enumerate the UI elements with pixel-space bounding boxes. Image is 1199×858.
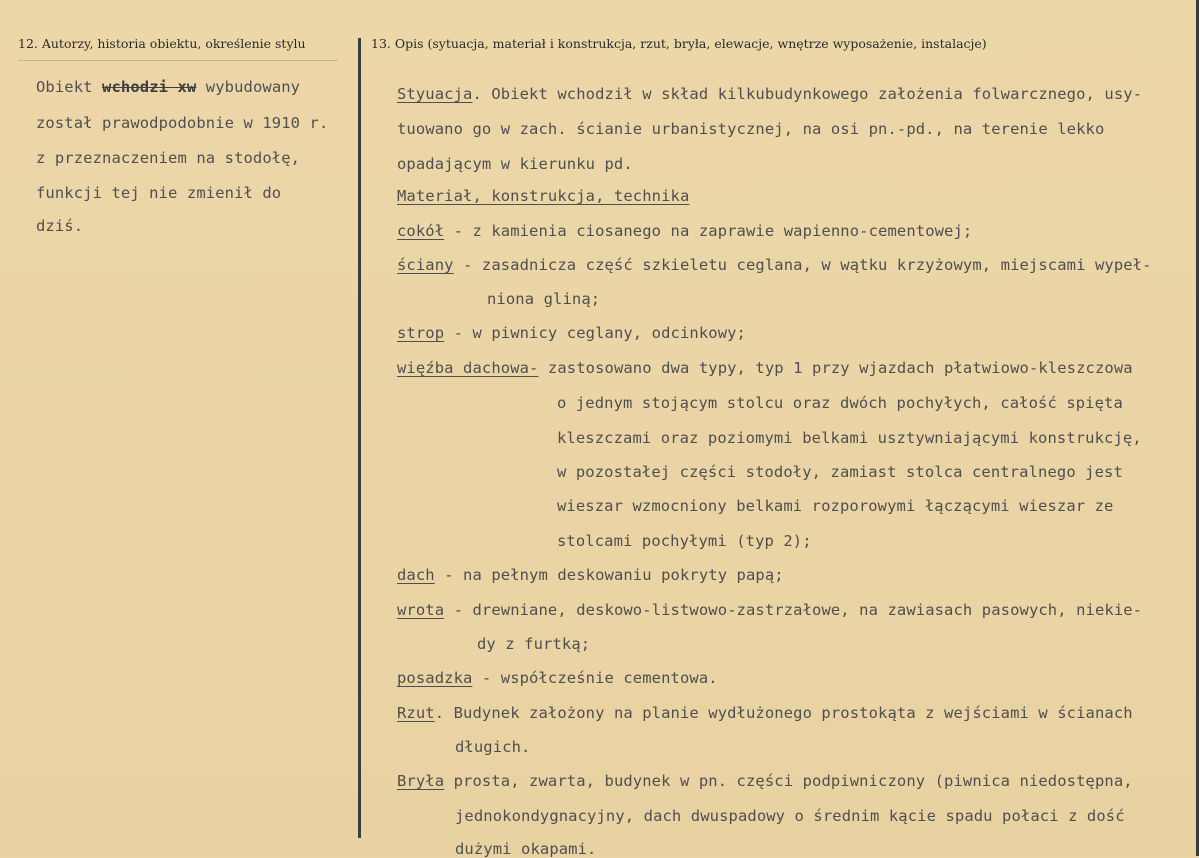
wiezba-line-5: wieszar wzmocniony belkami rozporowymi łączącymi wieszar ze — [557, 497, 1114, 515]
sytuacja-text-1: . Obiekt wchodził w skład kilkubudynkowego założenia folwarcznego, usy- — [472, 85, 1143, 103]
sciany-line-1 — [397, 256, 1152, 274]
wiezba-text-1: zastosowano dwa typy, typ 1 przy wjazdach płatwiowo-kleszczowa — [538, 359, 1133, 377]
wrota-line-1 — [397, 601, 1142, 619]
posadzka-text: - współcześnie cementowa. — [472, 669, 718, 687]
struck-text: wchodzi xw — [102, 78, 197, 96]
left-line-5: dziś. — [36, 217, 84, 235]
dach-text: - na pełnym deskowaniu pokryty papą; — [434, 566, 784, 584]
left-line-1 — [36, 78, 300, 96]
wiezba-line-2: o jednym stojącym stolcu oraz dwóch pochyłych, całość spięta — [557, 394, 1123, 412]
rzut-line-1 — [397, 704, 1133, 722]
section-13-header: 13. Opis (sytuacja, materiał i konstrukcja, rzut, bryła, elewacje, wnętrze wyposażenie, instalacje) — [371, 36, 987, 51]
sciany-text-1: - zasadnicza część szkieletu ceglana, w wątku krzyżowym, miejscami wypeł- — [453, 256, 1152, 274]
cokol-line — [397, 222, 972, 240]
dach-label: dach — [397, 566, 435, 584]
dach-line — [397, 566, 784, 584]
cokol-text: - z kamienia ciosanego na zaprawie wapienno-cementowej; — [444, 222, 973, 240]
cokol-label: cokół — [397, 222, 445, 240]
wiezba-line-6: stolcami pochyłymi (typ 2); — [557, 532, 812, 550]
rzut-line-2: długich. — [455, 738, 531, 756]
sytuacja-label: Styuacja — [397, 85, 473, 103]
rzut-text-1: . Budynek założony na planie wydłużonego prostokąta z wejściami w ścianach — [434, 704, 1133, 722]
left-line-4: funkcji tej nie zmienił do — [36, 184, 282, 202]
strop-text: - w piwnicy ceglany, odcinkowy; — [444, 324, 746, 342]
wrota-line-2: dy z furtką; — [477, 635, 591, 653]
posadzka-line — [397, 669, 718, 687]
bryla-label: Bryła — [397, 772, 445, 790]
left-line-3: z przeznaczeniem na stodołę, — [36, 149, 301, 167]
rzut-label: Rzut — [397, 704, 435, 722]
bryla-line-2: jednokondygnacyjny, dach dwuspadowy o średnim kącie spadu połaci z dość — [455, 807, 1125, 825]
left-line-2: został prawodpodobnie w 1910 r. — [36, 114, 329, 132]
posadzka-label: posadzka — [397, 669, 473, 687]
sciany-line-2: niona gliną; — [487, 290, 601, 308]
wiezba-line-3: kleszczami oraz poziomymi belkami usztywniającymi konstrukcję, — [557, 429, 1142, 447]
left-line-1-end: wybudowany — [196, 78, 301, 96]
wiezba-line-1 — [397, 359, 1133, 377]
material-heading: Materiał, konstrukcja, technika — [397, 187, 690, 205]
sytuacja-line-2: tuowano go w zach. ścianie urbanistycznej, na osi pn.-pd., na terenie lekko — [397, 120, 1105, 138]
left-line-1-start: Obiekt — [36, 78, 103, 96]
sytuacja-line-3: opadającym w kierunku pd. — [397, 155, 633, 173]
bryla-line-1 — [397, 772, 1133, 790]
bryla-text-1: prosta, zwarta, budynek w pn. części podpiwniczony (piwnica niedostępna, — [444, 772, 1133, 790]
column-divider — [358, 38, 361, 838]
sciany-label: ściany — [397, 256, 454, 274]
wrota-label: wrota — [397, 601, 445, 619]
strop-label: strop — [397, 324, 445, 342]
strop-line — [397, 324, 746, 342]
header-rule — [18, 60, 338, 61]
bryla-line-3: dużymi okapami. — [455, 840, 597, 858]
section-12-header: 12. Autorzy, historia obiektu, określenie stylu — [18, 36, 306, 51]
wiezba-line-4: w pozostałej części stodoły, zamiast stolca centralnego jest — [557, 463, 1123, 481]
wrota-text-1: - drewniane, deskowo-listwowo-zastrzałowe, na zawiasach pasowych, niekie- — [444, 601, 1143, 619]
wiezba-label: więźba dachowa- — [397, 359, 539, 377]
sytuacja-line-1 — [397, 85, 1142, 103]
